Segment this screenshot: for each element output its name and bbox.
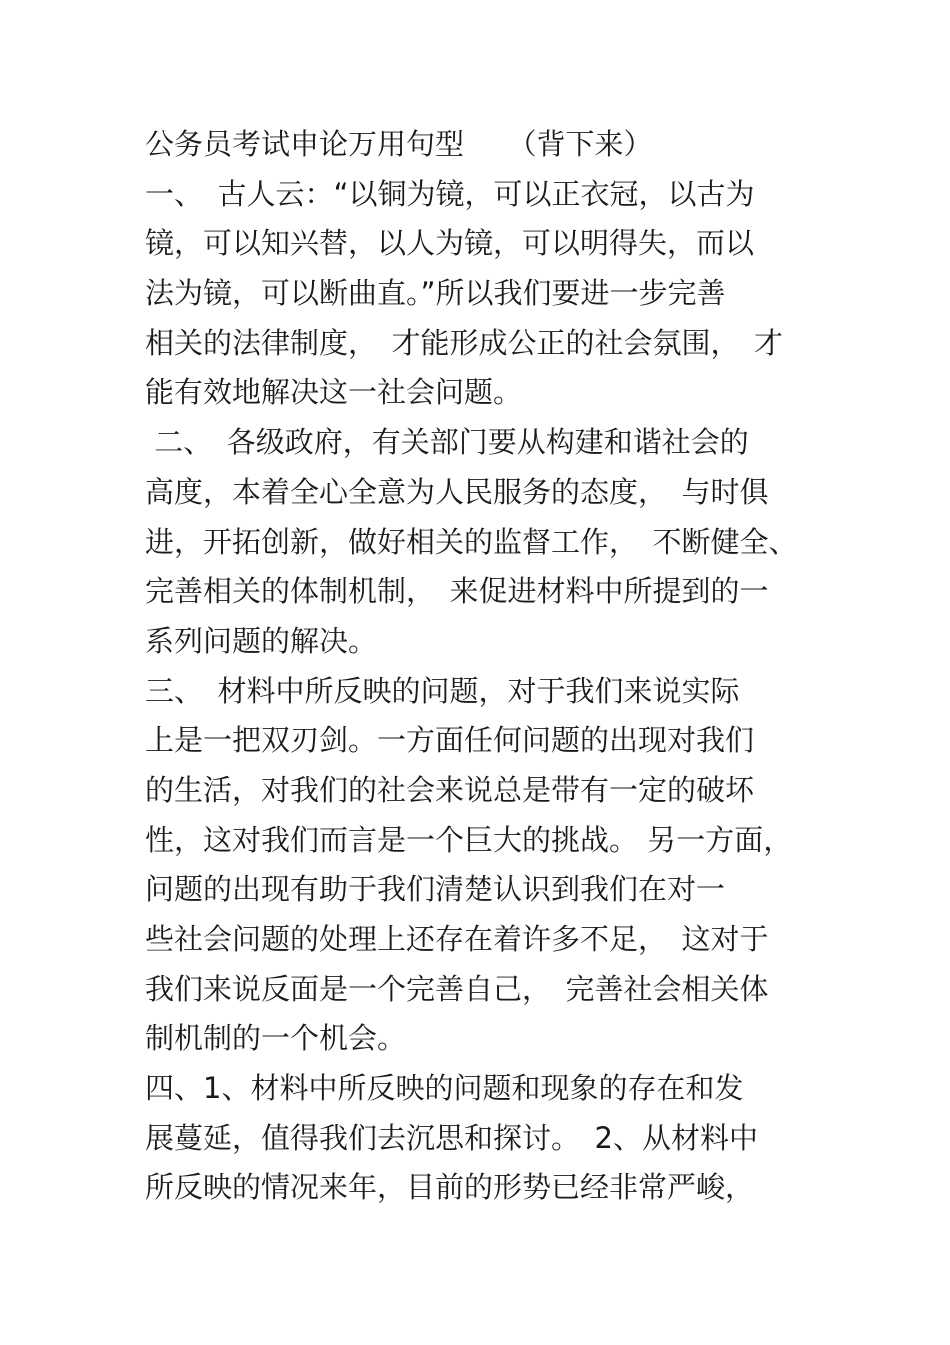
text-line: 系列问题的解决。 [145, 623, 378, 658]
text-line: 相关的法律制度， 才能形成公正的社会氛围， 才 [145, 325, 784, 360]
text-line: 所反映的情况来年，目前的形势已经非常严峻， [145, 1170, 755, 1205]
text-line: 展蔓延，值得我们去沉思和探讨。 2、从材料中 [145, 1120, 758, 1155]
text-line: 一、 古人云：“以铜为镜，可以正衣冠，以古为 [145, 176, 755, 211]
document-title: 公务员考试申论万用句型 （背下来） [145, 127, 653, 161]
text-line: 进，开拓创新，做好相关的监督工作， 不断健全、 [145, 524, 798, 559]
text-line: 高度，本着全心全意为人民服务的态度， 与时俱 [145, 474, 769, 509]
text-line: 些社会问题的处理上还存在着许多不足， 这对于 [145, 922, 769, 956]
text-line: 完善相关的体制机制， 来促进材料中所提到的一 [145, 574, 769, 609]
text-line: 镜，可以知兴替，以人为镜，可以明得失，而以 [145, 226, 755, 261]
text-line: 二、 各级政府，有关部门要从构建和谐社会的 [145, 425, 749, 460]
text-line: 四、1、材料中所反映的问题和现象的存在和发 [145, 1071, 744, 1106]
text-line: 三、 材料中所反映的问题，对于我们来说实际 [145, 673, 740, 708]
text-line: 法为镜，可以断曲直。”所以我们要进一步完善 [145, 276, 726, 311]
text-line: 问题的出现有助于我们清楚认识到我们在对一 [145, 872, 726, 907]
text-line: 能有效地解决这一社会问题。 [145, 375, 523, 410]
document-body [145, 120, 815, 1213]
text-line: 我们来说反面是一个完善自己， 完善社会相关体 [145, 971, 769, 1006]
text-line: 性，这对我们而言是一个巨大的挑战。 另一方面， [145, 822, 793, 857]
text-line: 上是一把双刃剑。一方面任何问题的出现对我们 [145, 723, 755, 758]
text-line: 的生活，对我们的社会来说总是带有一定的破坏 [145, 772, 755, 807]
text-line: 制机制的一个机会。 [145, 1021, 407, 1056]
